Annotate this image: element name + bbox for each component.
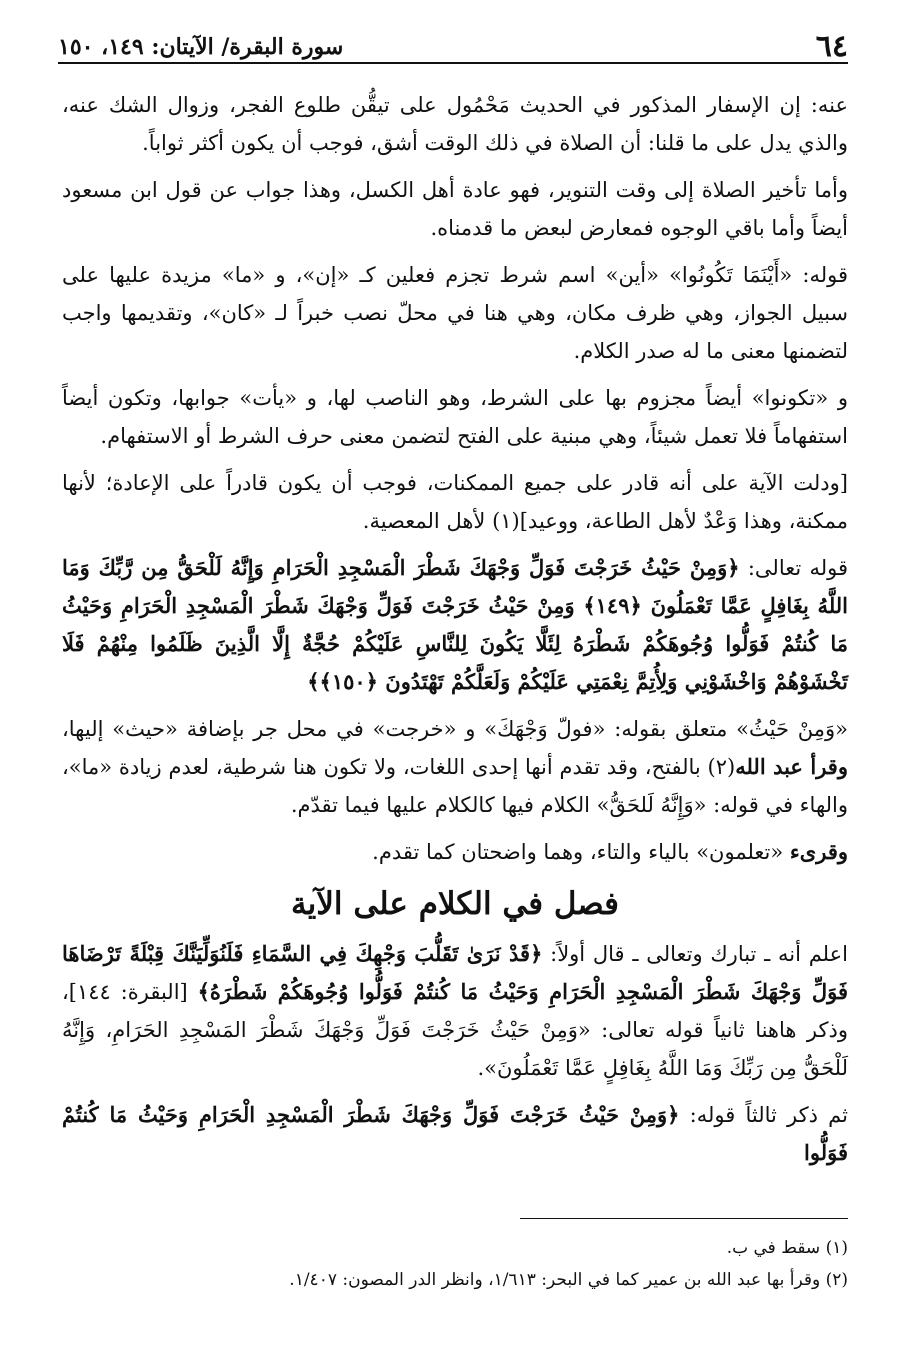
quran-verse: ﴿قَدْ نَرَىٰ تَقَلُّبَ وَجْهِكَ فِي السَّمَاءِ فَلَنُوَلِّيَنَّكَ قِبْلَةً تَرْضَاهَا فَوَلِّ وَجْهَكَ شَطْرَ الْمَسْجِدِ الْحَرَامِ وَحَيْثُ مَا كُنتُمْ فَوَلُّوا وُجُوهَكُمْ شَطْرَهُ﴾ <box>62 941 848 1004</box>
text-span: (٢) بالفتح، وقد تقدم أنها إحدى اللغات، ولا تكون هنا شرطية، لعدم زيادة «ما»، والهاء في قوله: «وَإِنَّهُ لَلحَقُّ» الكلام فيها كالكلام عليها فيما تقدّم. <box>62 755 848 817</box>
reader-name: وقرأ عبد الله <box>735 754 848 779</box>
text-span: [البقرة: ١٤٤]، وذكر هاهنا ثانياً قوله تعالى: «وَمِنْ حَيْثُ خَرَجْتَ فَوَلِّ وَجْهَكَ شَطْرَ المَسْجِدِ الحَرَامِ، وَإِنَّهُ لَلْحَقُّ مِن رَبِّكَ وَمَا اللَّهُ بِغَافِلٍ عَمَّا تَعْمَلُونَ». <box>62 980 848 1080</box>
page-number: ٦٤ <box>815 29 848 64</box>
verse-intro: قوله تعالى: <box>739 556 848 580</box>
paragraph: وأما تأخير الصلاة إلى وقت التنوير، فهو عادة أهل الكسل، وهذا جواب عن قول ابن مسعود أيضاً وأما باقي الوجوه فمعارض لبعض ما قدمناه. <box>62 178 848 240</box>
text-span: ثم ذكر ثالثاً قوله: <box>679 1103 848 1127</box>
verse-paragraph <box>62 549 848 701</box>
footnote-separator <box>520 1218 848 1219</box>
running-title: سورة البقرة/ الآيتان: ١٤٩، ١٥٠ <box>58 33 344 60</box>
quran-verse: ﴿وَمِنْ حَيْثُ خَرَجْتَ فَوَلِّ وَجْهَكَ شَطْرَ الْمَسْجِدِ الْحَرَامِ وَحَيْثُ مَا كُنتُمْ فَوَلُّوا <box>62 1102 848 1165</box>
reading-label: وقرىء <box>789 839 848 864</box>
text-span: «تعلمون» بالياء والتاء، وهما واضحتان كما تقدم. <box>372 840 790 864</box>
footnote: (١) سقط في ب. <box>726 1238 848 1258</box>
paragraph <box>62 1096 848 1172</box>
quran-verse: ﴿وَمِنْ حَيْثُ خَرَجْتَ فَوَلِّ وَجْهَكَ شَطْرَ الْمَسْجِدِ الْحَرَامِ وَإِنَّهُ لَلْحَقُّ مِن رَّبِّكَ وَمَا اللَّهُ بِغَافِلٍ عَمَّا تَعْمَلُونَ ﴿١٤٩﴾ وَمِنْ حَيْثُ خَرَجْتَ فَوَلِّ وَجْهَكَ شَطْرَ الْمَسْجِدِ الْحَرَامِ وَحَيْثُ مَا كُنتُمْ فَوَلُّوا وُجُوهَكُمْ شَطْرَهُ لِئَلَّا يَكُونَ لِلنَّاسِ عَلَيْكُمْ حُجَّةٌ إِلَّا الَّذِينَ ظَلَمُوا مِنْهُمْ فَلَا تَخْشَوْهُمْ وَاخْشَوْنِي وَلِأُتِمَّ نِعْمَتِي عَلَيْكُمْ وَلَعَلَّكُمْ تَهْتَدُونَ ﴿١٥٠﴾﴾ <box>62 555 849 694</box>
paragraph <box>62 710 848 824</box>
main-text <box>62 86 848 1181</box>
paragraph <box>62 935 848 1087</box>
paragraph <box>62 833 848 871</box>
paragraph: عنه: إن الإسفار المذكور في الحديث مَحْمُول على تيقُّن طلوع الفجر، وزوال الشك عنه، والذي يدل على ما قلنا: أن الصلاة في ذلك الوقت أشق، فوجب أن يكون أكثر ثواباً. <box>62 93 848 155</box>
footnote: (٢) وقرأ بها عبد الله بن عمير كما في البحر: ١/٦١٣، وانظر الدر المصون: ١/٤٠٧. <box>289 1270 848 1290</box>
paragraph: قوله: «أَيْنَمَا تَكُونُوا» «أين» اسم شرط تجزم فعلين كـ «إن»، و «ما» مزيدة عليها على سبيل الجواز، وهي ظرف مكان، وهي هنا في محلّ نصب خبراً لـ «كان»، وتقديمها واجب لتضمنها معنى ما له صدر الكلام. <box>62 263 848 363</box>
text-span: «وَمِنْ حَيْثُ» متعلق بقوله: «فولّ وَجْهَكَ» و «خرجت» في محل جر بإضافة «حيث» إليها، <box>62 717 848 741</box>
page-header <box>58 22 848 64</box>
text-span: اعلم أنه ـ تبارك وتعالى ـ قال أولاً: <box>542 942 848 966</box>
section-heading: فصل في الكلام على الآية <box>290 886 619 922</box>
footnotes <box>62 1232 848 1296</box>
paragraph: [ودلت الآية على أنه قادر على جميع الممكنات، فوجب أن يكون قادراً على الإعادة؛ لأنها ممكنة، وهذا وَعْدٌ لأهل الطاعة، ووعيد](١) لأهل المعصية. <box>62 471 848 533</box>
paragraph: و «تكونوا» أيضاً مجزوم بها على الشرط، وهو الناصب لها، و «يأت» جوابها، وتكون أيضاً استفهاماً فلا تعمل شيئاً، وهي مبنية على الفتح لتضمن معنى حرف الشرط أو الاستفهام. <box>62 386 848 448</box>
